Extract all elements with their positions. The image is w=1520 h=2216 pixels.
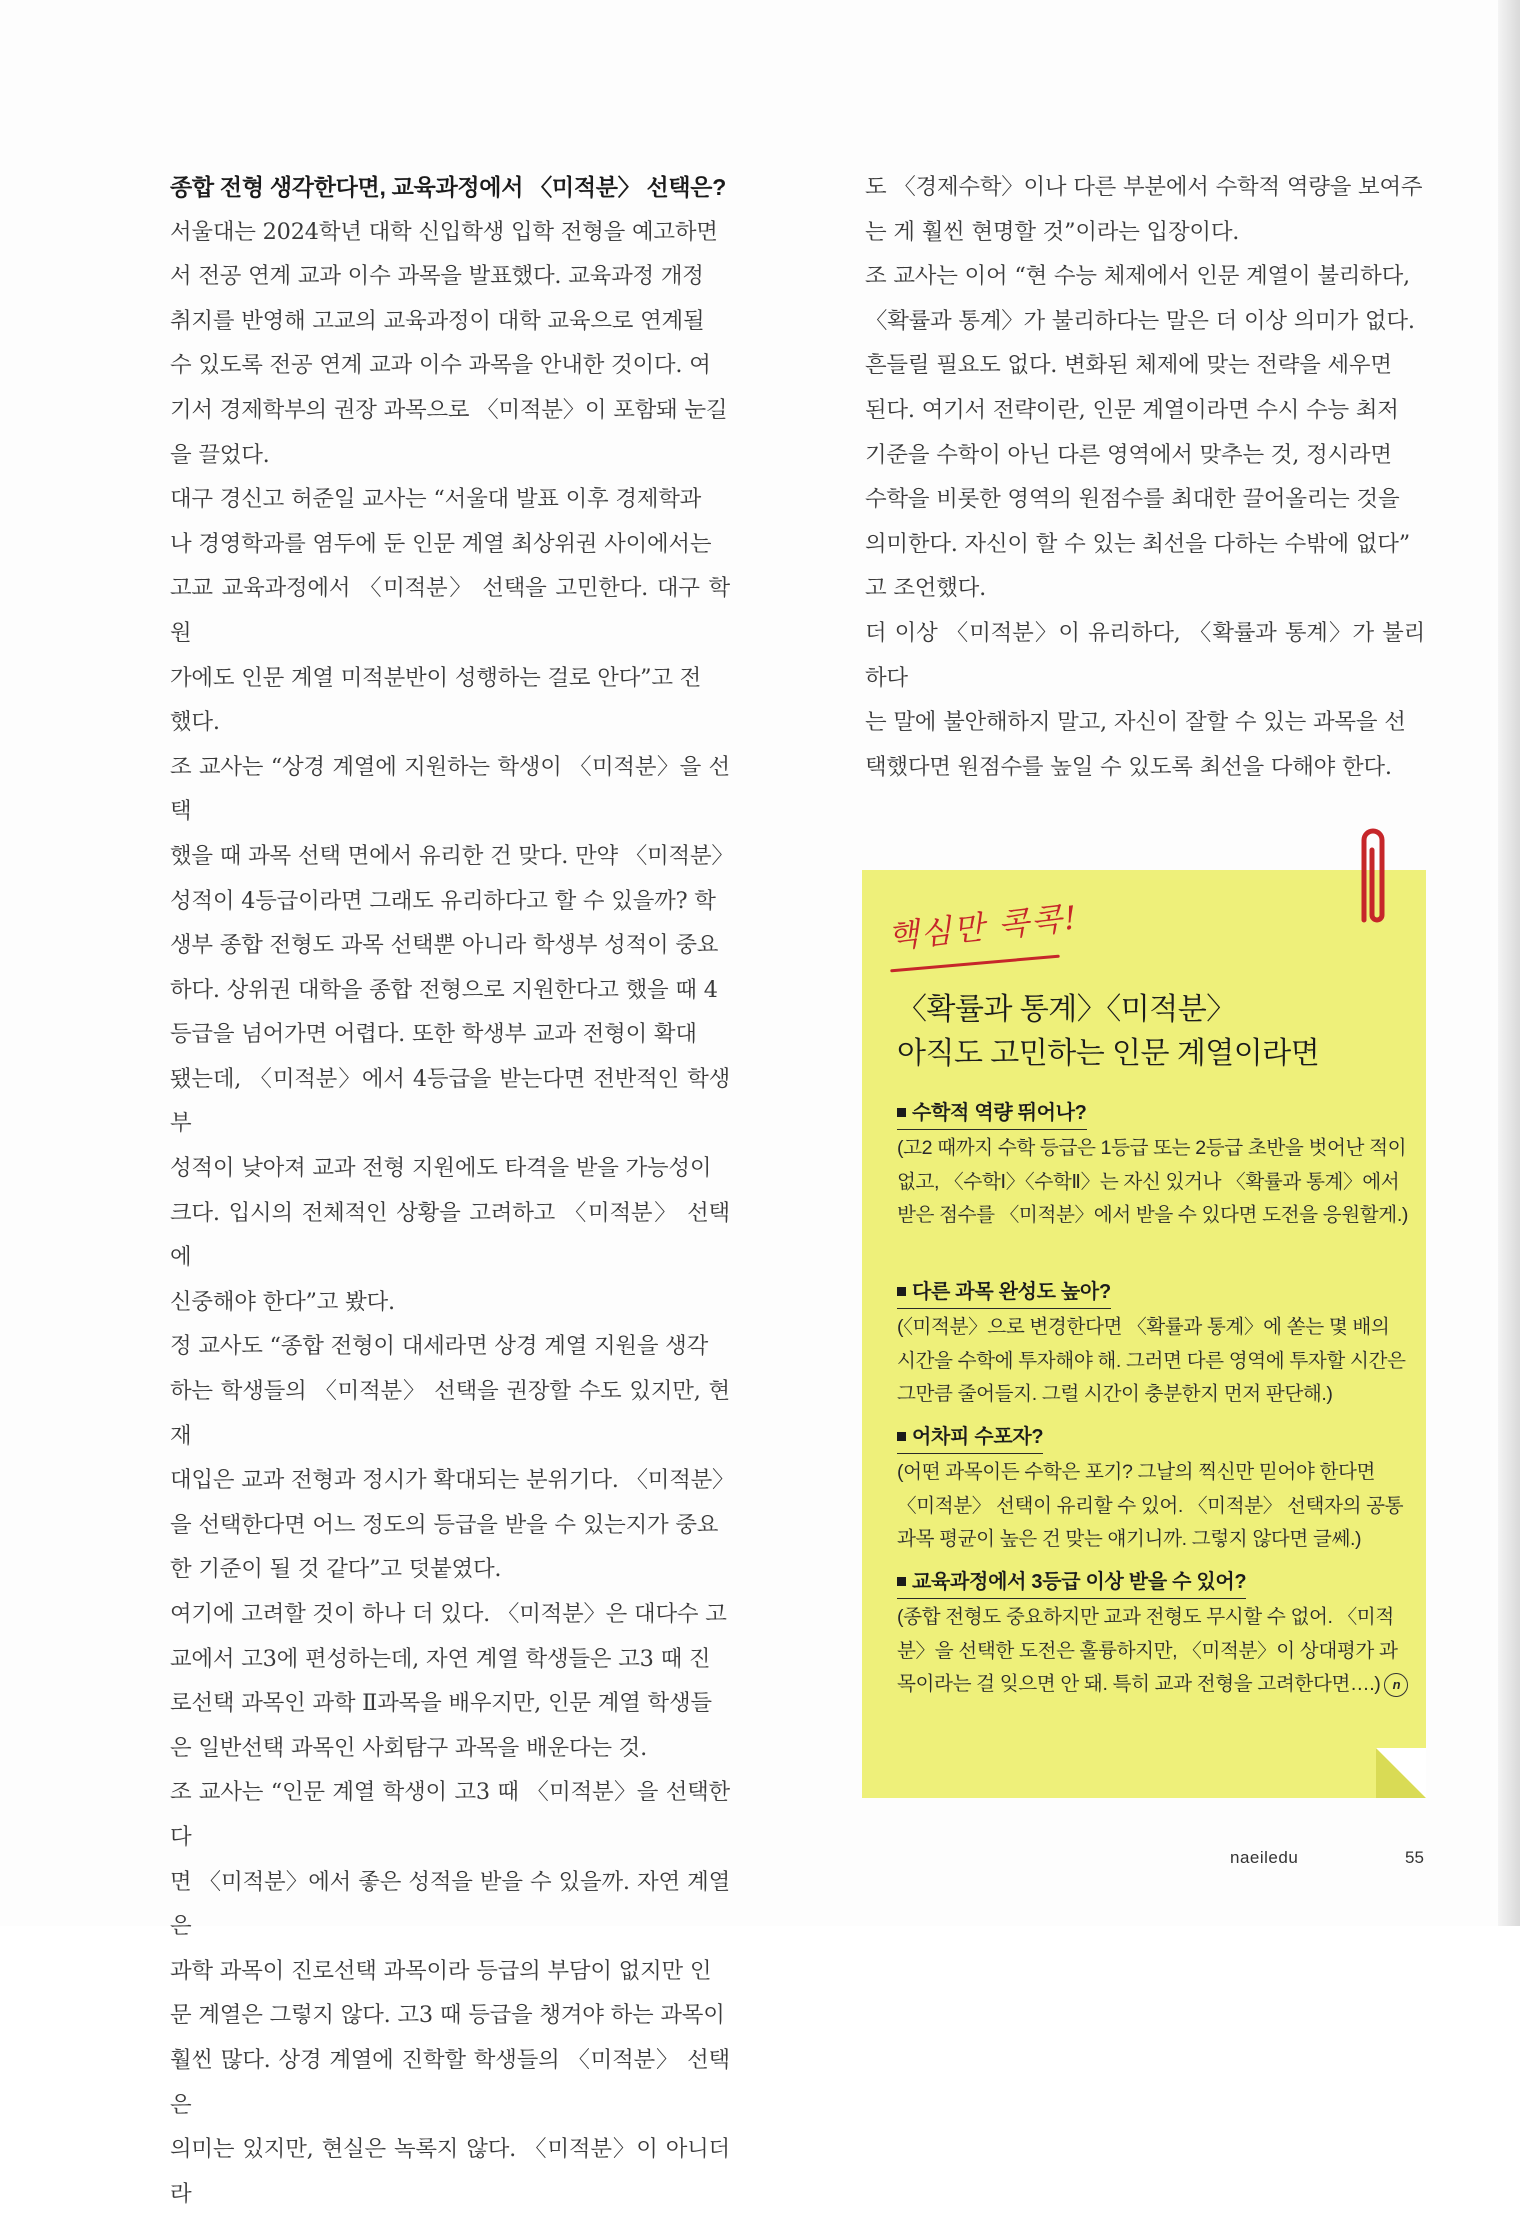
body-line: 흔들릴 필요도 없다. 변화된 체제에 맞는 전략을 세우면 [865,352,1392,379]
body-line: 도 〈경제수학〉이나 다른 부분에서 수학적 역량을 보여주 [865,174,1423,200]
body-line: 수 있도록 전공 연계 교과 이수 과목을 안내한 것이다. 여 [170,352,711,379]
note-title [897,988,1397,1076]
left-column [170,165,735,2216]
bullet-square-icon [897,1577,906,1586]
section-heading: 종합 전형 생각한다면, 교육과정에서 〈미적분〉 선택은? [170,174,726,200]
handwritten-label-text: 핵심만 콕콕! [885,898,1081,957]
body-line: 〈확률과 통계〉가 불리하다는 말은 더 이상 의미가 없다. [865,307,1415,334]
body-line: 을 끌었다. [170,441,270,468]
note-item-answer: (〈미적분〉으로 변경한다면 〈확률과 통계〉에 쏟는 몇 배의 시간을 수학에 투자해야 해. 그러면 다른 영역에 투자할 시간은 그만큼 줄어들지. 그럴 시간이 충분한지 먼저 판단해.) [897,1316,1406,1405]
note-item-question [897,1422,1043,1454]
body-line: 고 조언했다. [865,575,986,602]
note-item-4 [897,1567,1412,1702]
body-line: 성적이 낮아져 교과 전형 지원에도 타격을 받을 가능성이 [170,1155,712,1182]
note-item-question-text: 어차피 수포자? [912,1426,1044,1448]
note-item-answer: (어떤 과목이든 수학은 포기? 그날의 찍신만 믿어야 한다면 〈미적분〉 선택이 유리할 수 있어. 〈미적분〉 선택자의 공통 과목 평균이 높은 건 맞는 얘기니까. 그렇지 않다면 글쎄.) [897,1461,1404,1550]
page-edge-shadow [1498,0,1520,1926]
left-body-text [170,210,735,2216]
body-line: 했다. [170,709,220,736]
body-line: 의미는 있지만, 현실은 녹록지 않다. 〈미적분〉이 아니더라 [170,2136,730,2207]
body-line: 수학을 비롯한 영역의 원점수를 최대한 끌어올리는 것을 [865,486,1400,513]
body-line: 하는 학생들의 〈미적분〉 선택을 권장할 수도 있지만, 현재 [170,1378,730,1449]
body-line: 크다. 입시의 전체적인 상황을 고려하고 〈미적분〉 선택에 [170,1199,730,1271]
bullet-square-icon [897,1432,906,1441]
note-title-line2: 아직도 고민하는 인문 계열이라면 [897,1037,1320,1070]
body-line: 생부 종합 전형도 과목 선택뿐 아니라 학생부 성적이 중요 [170,932,719,959]
body-line: 의미한다. 자신이 할 수 있는 최선을 다하는 수밖에 없다” [865,530,1410,557]
note-item-question [897,1567,1246,1599]
right-body-text [865,165,1425,789]
note-item-answer-text: (종합 전형도 중요하지만 교과 전형도 무시할 수 없어. 〈미적분〉을 선택한 도전은 훌륭하지만, 〈미적분〉이 상대평가 과목이라는 걸 잊으면 안 돼. 특히 교과 전형을 고려한다면….) [897,1606,1398,1695]
body-line: 을 선택한다면 어느 정도의 등급을 받을 수 있는지가 중요 [170,1511,719,1538]
body-line: 가에도 인문 계열 미적분반이 성행하는 걸로 안다”고 전 [170,664,702,691]
end-mark-icon: n [1384,1673,1408,1697]
body-line: 서울대는 2024학년 대학 신입학생 입학 전형을 예고하면 [170,218,718,245]
note-item-question [897,1277,1111,1309]
handwritten-label [885,898,1090,972]
body-line: 나 경영학과를 염두에 둔 인문 계열 최상위권 사이에서는 [170,530,712,557]
footer-brand: naeiledu [1230,1848,1299,1867]
bullet-square-icon [897,1287,906,1296]
note-title-line1: 〈확률과 통계〉〈미적분〉 [897,993,1236,1026]
note-item-1 [897,1098,1412,1233]
body-line: 훨씬 많다. 상경 계열에 진학할 학생들의 〈미적분〉 선택은 [170,2046,730,2118]
body-line: 대구 경신고 허준일 교사는 “서울대 발표 이후 경제학과 [170,486,702,513]
note-item-2 [897,1277,1412,1412]
body-line: 신중해야 한다”고 봤다. [170,1288,395,1315]
body-line: 기준을 수학이 아닌 다른 영역에서 맞추는 것, 정시라면 [865,441,1392,468]
body-line: 했을 때 과목 선택 면에서 유리한 건 맞다. 만약 〈미적분〉 [170,842,734,869]
body-line: 택했다면 원점수를 높일 수 있도록 최선을 다해야 한다. [865,753,1392,780]
body-line: 는 게 훨씬 현명할 것”이라는 입장이다. [865,218,1240,245]
note-item-question-text: 교육과정에서 3등급 이상 받을 수 있어? [912,1571,1247,1593]
note-item-answer [897,1601,1412,1702]
bullet-square-icon [897,1108,906,1117]
body-line: 등급을 넘어가면 어렵다. 또한 학생부 교과 전형이 확대 [170,1021,697,1048]
body-line: 기서 경제학부의 권장 과목으로 〈미적분〉이 포함돼 눈길 [170,396,728,423]
note-item-question [897,1098,1087,1130]
body-line: 문 계열은 그렇지 않다. 고3 때 등급을 챙겨야 하는 과목이 [170,2002,725,2029]
body-line: 하다. 상위권 대학을 종합 전형으로 지원한다고 했을 때 4 [170,976,718,1003]
body-line: 조 교사는 “상경 계열에 지원하는 학생이 〈미적분〉을 선택 [170,753,730,825]
handwritten-underline [890,955,1060,973]
body-line: 로선택 과목인 과학 Ⅱ과목을 배우지만, 인문 계열 학생들 [170,1690,712,1717]
note-corner-cut [1376,1748,1426,1798]
right-column [865,165,1425,789]
body-line: 여기에 고려할 것이 하나 더 있다. 〈미적분〉은 대다수 고 [170,1601,727,1627]
page-number: 55 [1405,1848,1424,1867]
body-line: 은 일반선택 과목인 사회탐구 과목을 배운다는 것. [170,1734,648,1761]
note-item-answer: (고2 때까지 수학 등급은 1등급 또는 2등급 초반을 벗어난 적이 없고, 〈수학Ⅰ〉〈수학Ⅱ〉는 자신 있거나 〈확률과 통계〉에서 받은 점수를 〈미적분〉에서 받을 수 있다면 도전을 응원할게.) [897,1137,1408,1226]
body-line: 한 기준이 될 것 같다”고 덧붙였다. [170,1556,502,1583]
body-line: 더 이상 〈미적분〉이 유리하다, 〈확률과 통계〉가 불리하다 [865,619,1425,691]
body-line: 과학 과목이 진로선택 과목이라 등급의 부담이 없지만 인 [170,1957,712,1984]
body-line: 서 전공 연계 교과 이수 과목을 발표했다. 교육과정 개정 [170,263,704,290]
body-line: 면 〈미적분〉에서 좋은 성적을 받을 수 있을까. 자연 계열은 [170,1868,730,1940]
note-item-question-text: 수학적 역량 뛰어나? [912,1102,1087,1124]
body-line: 교에서 고3에 편성하는데, 자연 계열 학생들은 고3 때 진 [170,1645,711,1672]
body-line: 됐는데, 〈미적분〉에서 4등급을 받는다면 전반적인 학생부 [170,1065,730,1137]
body-line: 는 말에 불안해하지 말고, 자신이 잘할 수 있는 과목을 선 [865,709,1406,736]
note-item-3 [897,1422,1412,1557]
paperclip-icon [1352,820,1392,930]
body-line: 고교 교육과정에서 〈미적분〉 선택을 고민한다. 대구 학원 [170,575,730,646]
body-line: 성적이 4등급이라면 그래도 유리하다고 할 수 있을까? 학 [170,887,716,914]
body-line: 대입은 교과 전형과 정시가 확대되는 분위기다. 〈미적분〉 [170,1467,735,1494]
body-line: 조 교사는 이어 “현 수능 체제에서 인문 계열이 불리하다, [865,263,1410,290]
note-item-question-text: 다른 과목 완성도 높아? [912,1281,1111,1303]
body-line: 조 교사는 “인문 계열 학생이 고3 때 〈미적분〉을 선택한다 [170,1779,730,1850]
body-line: 된다. 여기서 전략이란, 인문 계열이라면 수시 수능 최저 [865,396,1399,423]
body-line: 취지를 반영해 고교의 교육과정이 대학 교육으로 연계될 [170,307,705,334]
body-line: 정 교사도 “종합 전형이 대세라면 상경 계열 지원을 생각 [170,1333,709,1360]
